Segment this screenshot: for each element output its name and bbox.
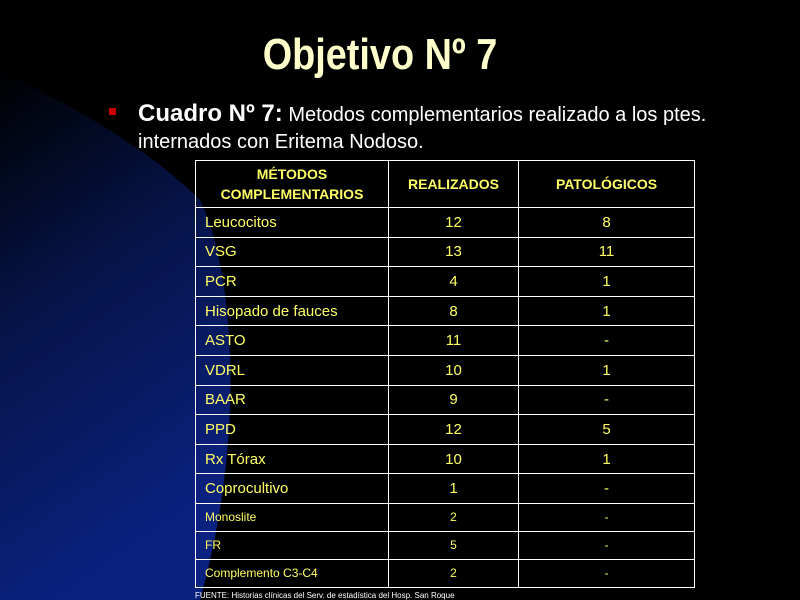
table-row <box>196 267 695 297</box>
realizados-cell: 2 <box>389 559 519 587</box>
header-methods: MÉTODOS COMPLEMENTARIOS <box>196 161 389 208</box>
table-row <box>196 355 695 385</box>
method-cell: FR <box>196 531 389 559</box>
table-row <box>196 208 695 238</box>
realizados-cell: 5 <box>389 531 519 559</box>
table-row <box>196 559 695 587</box>
table-row <box>196 503 695 531</box>
subtitle-text: Metodos complementarios realizado a los ptes. internados con Eritema Nodoso. <box>138 104 707 153</box>
patologicos-cell: 1 <box>519 355 695 385</box>
realizados-cell: 13 <box>389 237 519 267</box>
realizados-cell: 12 <box>389 415 519 445</box>
method-cell: Hisopado de fauces <box>196 296 389 326</box>
patologicos-cell: - <box>519 385 695 415</box>
realizados-cell: 12 <box>389 208 519 238</box>
realizados-cell: 8 <box>389 296 519 326</box>
method-cell: PPD <box>196 415 389 445</box>
header-patologicos: PATOLÓGICOS <box>519 161 695 208</box>
method-cell: ASTO <box>196 326 389 356</box>
table-row <box>196 326 695 356</box>
patologicos-cell: - <box>519 326 695 356</box>
source-note: FUENTE: Historias clínicas del Serv. de estadística del Hosp. San Roque <box>195 591 455 600</box>
patologicos-cell: 1 <box>519 444 695 474</box>
table-row <box>196 385 695 415</box>
table-row <box>196 531 695 559</box>
bullet-marker <box>109 108 116 115</box>
realizados-cell: 4 <box>389 267 519 297</box>
method-cell: Leucocitos <box>196 208 389 238</box>
patologicos-cell: - <box>519 531 695 559</box>
patologicos-cell: - <box>519 503 695 531</box>
method-cell: Complemento C3-C4 <box>196 559 389 587</box>
table-row <box>196 237 695 267</box>
method-cell: VDRL <box>196 355 389 385</box>
patologicos-cell: - <box>519 474 695 504</box>
table-row <box>196 415 695 445</box>
method-cell: Rx Tórax <box>196 444 389 474</box>
slide-subtitle <box>138 100 788 156</box>
realizados-cell: 1 <box>389 474 519 504</box>
table-row <box>196 474 695 504</box>
table-row <box>196 296 695 326</box>
method-cell: BAAR <box>196 385 389 415</box>
table-row <box>196 444 695 474</box>
patologicos-cell: 8 <box>519 208 695 238</box>
patologicos-cell: 11 <box>519 237 695 267</box>
method-cell: PCR <box>196 267 389 297</box>
realizados-cell: 9 <box>389 385 519 415</box>
patologicos-cell: 1 <box>519 296 695 326</box>
realizados-cell: 11 <box>389 326 519 356</box>
patologicos-cell: - <box>519 559 695 587</box>
methods-table <box>195 160 695 588</box>
patologicos-cell: 5 <box>519 415 695 445</box>
method-cell: Coprocultivo <box>196 474 389 504</box>
patologicos-cell: 1 <box>519 267 695 297</box>
method-cell: VSG <box>196 237 389 267</box>
header-realizados: REALIZADOS <box>389 161 519 208</box>
realizados-cell: 2 <box>389 503 519 531</box>
table-header-row <box>196 161 695 208</box>
subtitle-lead: Cuadro Nº 7: <box>138 100 283 127</box>
slide-title: Objetivo Nº 7 <box>262 30 498 79</box>
method-cell: Monoslite <box>196 503 389 531</box>
realizados-cell: 10 <box>389 444 519 474</box>
realizados-cell: 10 <box>389 355 519 385</box>
